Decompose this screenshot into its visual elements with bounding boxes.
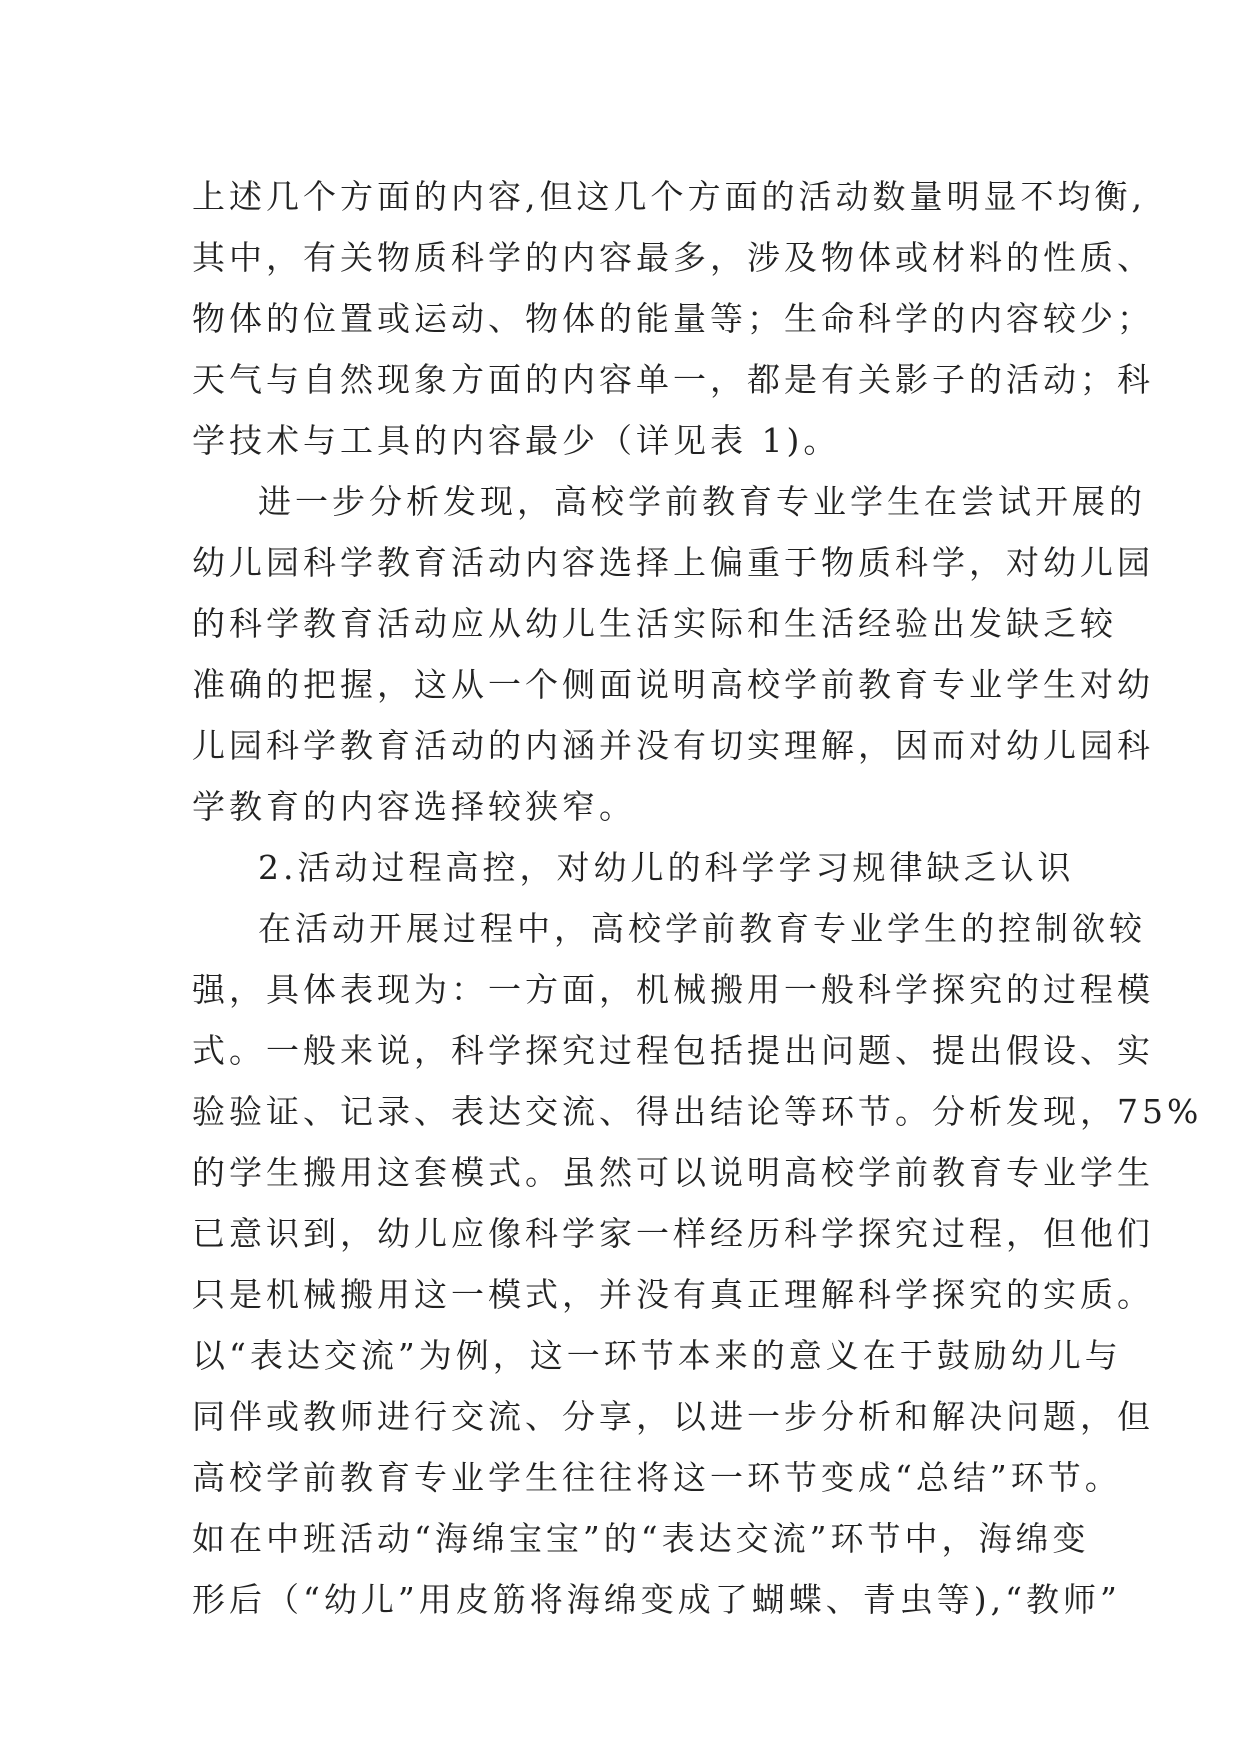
text-line: 同伴或教师进行交流、分享，以进一步分析和解决问题，但: [192, 1397, 1154, 1436]
text-line: 其中，有关物质科学的内容最多，涉及物体或材料的性质、: [192, 238, 1154, 277]
text-line: 进一步分析发现，高校学前教育专业学生在尝试开展的: [258, 482, 1146, 521]
text-line: 如在中班活动“海绵宝宝”的“表达交流”环节中，海绵变: [192, 1519, 1090, 1558]
text-line: 只是机械搬用这一模式，并没有真正理解科学探究的实质。: [192, 1275, 1154, 1314]
text-line: 式。一般来说，科学探究过程包括提出问题、提出假设、实: [192, 1031, 1154, 1070]
text-line: 的科学教育活动应从幼儿生活实际和生活经验出发缺乏较: [192, 604, 1117, 643]
text-line: 2.活动过程高控，对幼儿的科学学习规律缺乏认识: [258, 848, 1075, 887]
text-line: 的学生搬用这套模式。虽然可以说明高校学前教育专业学生: [192, 1153, 1154, 1192]
text-line: 形后（“幼儿”用皮筋将海绵变成了蝴蝶、青虫等),“教师”: [192, 1580, 1121, 1619]
text-line: 已意识到，幼儿应像科学家一样经历科学探究过程，但他们: [192, 1214, 1154, 1253]
text-line: 幼儿园科学教育活动内容选择上偏重于物质科学，对幼儿园: [192, 543, 1154, 582]
text-line: 儿园科学教育活动的内涵并没有切实理解，因而对幼儿园科: [192, 726, 1154, 765]
text-line: 高校学前教育专业学生往往将这一环节变成“总结”环节。: [192, 1458, 1122, 1497]
text-line: 学技术与工具的内容最少（详见表 1)。: [192, 421, 841, 460]
text-line: 上述几个方面的内容,但这几个方面的活动数量明显不均衡,: [192, 177, 1146, 216]
text-line: 强，具体表现为：一方面，机械搬用一般科学探究的过程模: [192, 970, 1154, 1009]
text-line: 以“表达交流”为例，这一环节本来的意义在于鼓励幼儿与: [192, 1336, 1122, 1375]
text-line: 验验证、记录、表达交流、得出结论等环节。分析发现，75%: [192, 1092, 1203, 1131]
text-line: 物体的位置或运动、物体的能量等；生命科学的内容较少；: [192, 299, 1154, 338]
text-line: 学教育的内容选择较狭窄。: [192, 787, 636, 826]
text-line: 准确的把握，这从一个侧面说明高校学前教育专业学生对幼: [192, 665, 1154, 704]
text-line: 天气与自然现象方面的内容单一，都是有关影子的活动；科: [192, 360, 1154, 399]
body-text: [192, 166, 1203, 1630]
text-line: 在活动开展过程中，高校学前教育专业学生的控制欲较: [258, 909, 1146, 948]
